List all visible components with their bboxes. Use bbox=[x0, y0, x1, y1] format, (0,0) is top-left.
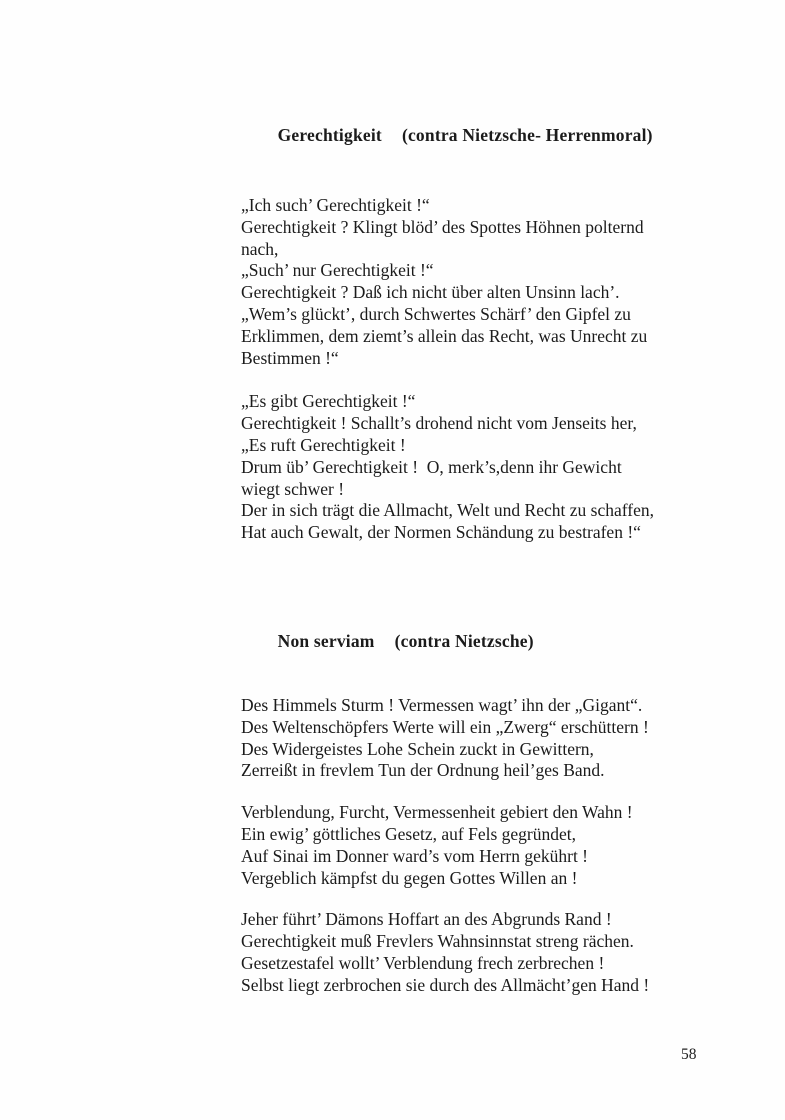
poem-line: Drum üb’ Gerechtigkeit ! O, merk’s,denn ihr Gewicht bbox=[241, 456, 622, 477]
poem-line: Gerechtigkeit ? Klingt blöd’ des Spottes Höhnen polternd bbox=[241, 216, 644, 237]
poem-line: Gesetzestafel wollt’ Verblendung frech zerbrechen ! bbox=[241, 952, 605, 973]
page-number: 58 bbox=[681, 1046, 697, 1063]
poem-line: Gerechtigkeit muß Frevlers Wahnsinnstat streng rächen. bbox=[241, 931, 634, 952]
poem-line: Des Himmels Sturm ! Vermessen wagt’ ihn der „Gigant“. bbox=[241, 694, 643, 715]
stanza bbox=[241, 909, 761, 996]
poem-subtitle: (contra Nietzsche) bbox=[394, 630, 534, 651]
poem-line: Erklimmen, dem ziemt’s allein das Recht, was Unrecht zu bbox=[241, 325, 648, 346]
poem-title: Gerechtigkeit bbox=[277, 125, 382, 145]
poem-line: Des Weltenschöpfers Werte will ein „Zwerg“ erschüttern ! bbox=[241, 716, 649, 737]
poem-line: wiegt schwer ! bbox=[241, 478, 345, 499]
poem-line: Des Widergeistes Lohe Schein zuckt in Gewittern, bbox=[241, 738, 594, 759]
poem-heading bbox=[241, 608, 761, 674]
poem-line: „Ich such’ Gerechtigkeit !“ bbox=[241, 195, 430, 215]
page-content bbox=[241, 102, 761, 997]
poem-line: Hat auch Gewalt, der Normen Schändung zu bestrafen !“ bbox=[241, 522, 641, 543]
poem-line: Zerreißt in frevlem Tun der Ordnung heil’ges Band. bbox=[241, 760, 605, 781]
poem-line: „Es ruft Gerechtigkeit ! bbox=[241, 434, 406, 455]
poem-line: Der in sich trägt die Allmacht, Welt und Recht zu schaffen, bbox=[241, 500, 654, 521]
poem-line: Gerechtigkeit ? Daß ich nicht über alten Unsinn lach’. bbox=[241, 282, 620, 303]
stanza bbox=[241, 195, 761, 369]
poem-line: Bestimmen !“ bbox=[241, 347, 339, 368]
poem-heading bbox=[241, 102, 761, 168]
poem-non-serviam bbox=[241, 608, 761, 997]
stanza bbox=[241, 391, 761, 544]
poem-line: Verblendung, Furcht, Vermessenheit gebiert den Wahn ! bbox=[241, 802, 633, 823]
poem-line: Selbst liegt zerbrochen sie durch des Allmächt’gen Hand ! bbox=[241, 974, 650, 995]
stanza bbox=[241, 695, 761, 782]
poem-line: „Wem’s glückt’, durch Schwertes Schärf’ den Gipfel zu bbox=[241, 303, 631, 324]
poem-gerechtigkeit bbox=[241, 102, 761, 544]
poem-line: Ein ewig’ göttliches Gesetz, auf Fels gegründet, bbox=[241, 823, 576, 844]
stanza bbox=[241, 802, 761, 889]
poem-line: Gerechtigkeit ! Schallt’s drohend nicht vom Jenseits her, bbox=[241, 413, 637, 434]
poem-title: Non serviam bbox=[277, 630, 375, 651]
poem-subtitle: (contra Nietzsche- Herrenmoral) bbox=[401, 125, 653, 145]
poem-line: Vergeblich kämpfst du gegen Gottes Willen an ! bbox=[241, 867, 578, 888]
poem-line: nach, bbox=[241, 238, 279, 259]
poem-line: „Es gibt Gerechtigkeit !“ bbox=[241, 391, 416, 412]
poem-line: „Such’ nur Gerechtigkeit !“ bbox=[241, 260, 434, 281]
poem-line: Auf Sinai im Donner ward’s vom Herrn gekührt ! bbox=[241, 845, 589, 866]
poem-line: Jeher führt’ Dämons Hoffart an des Abgrunds Rand ! bbox=[241, 909, 612, 930]
